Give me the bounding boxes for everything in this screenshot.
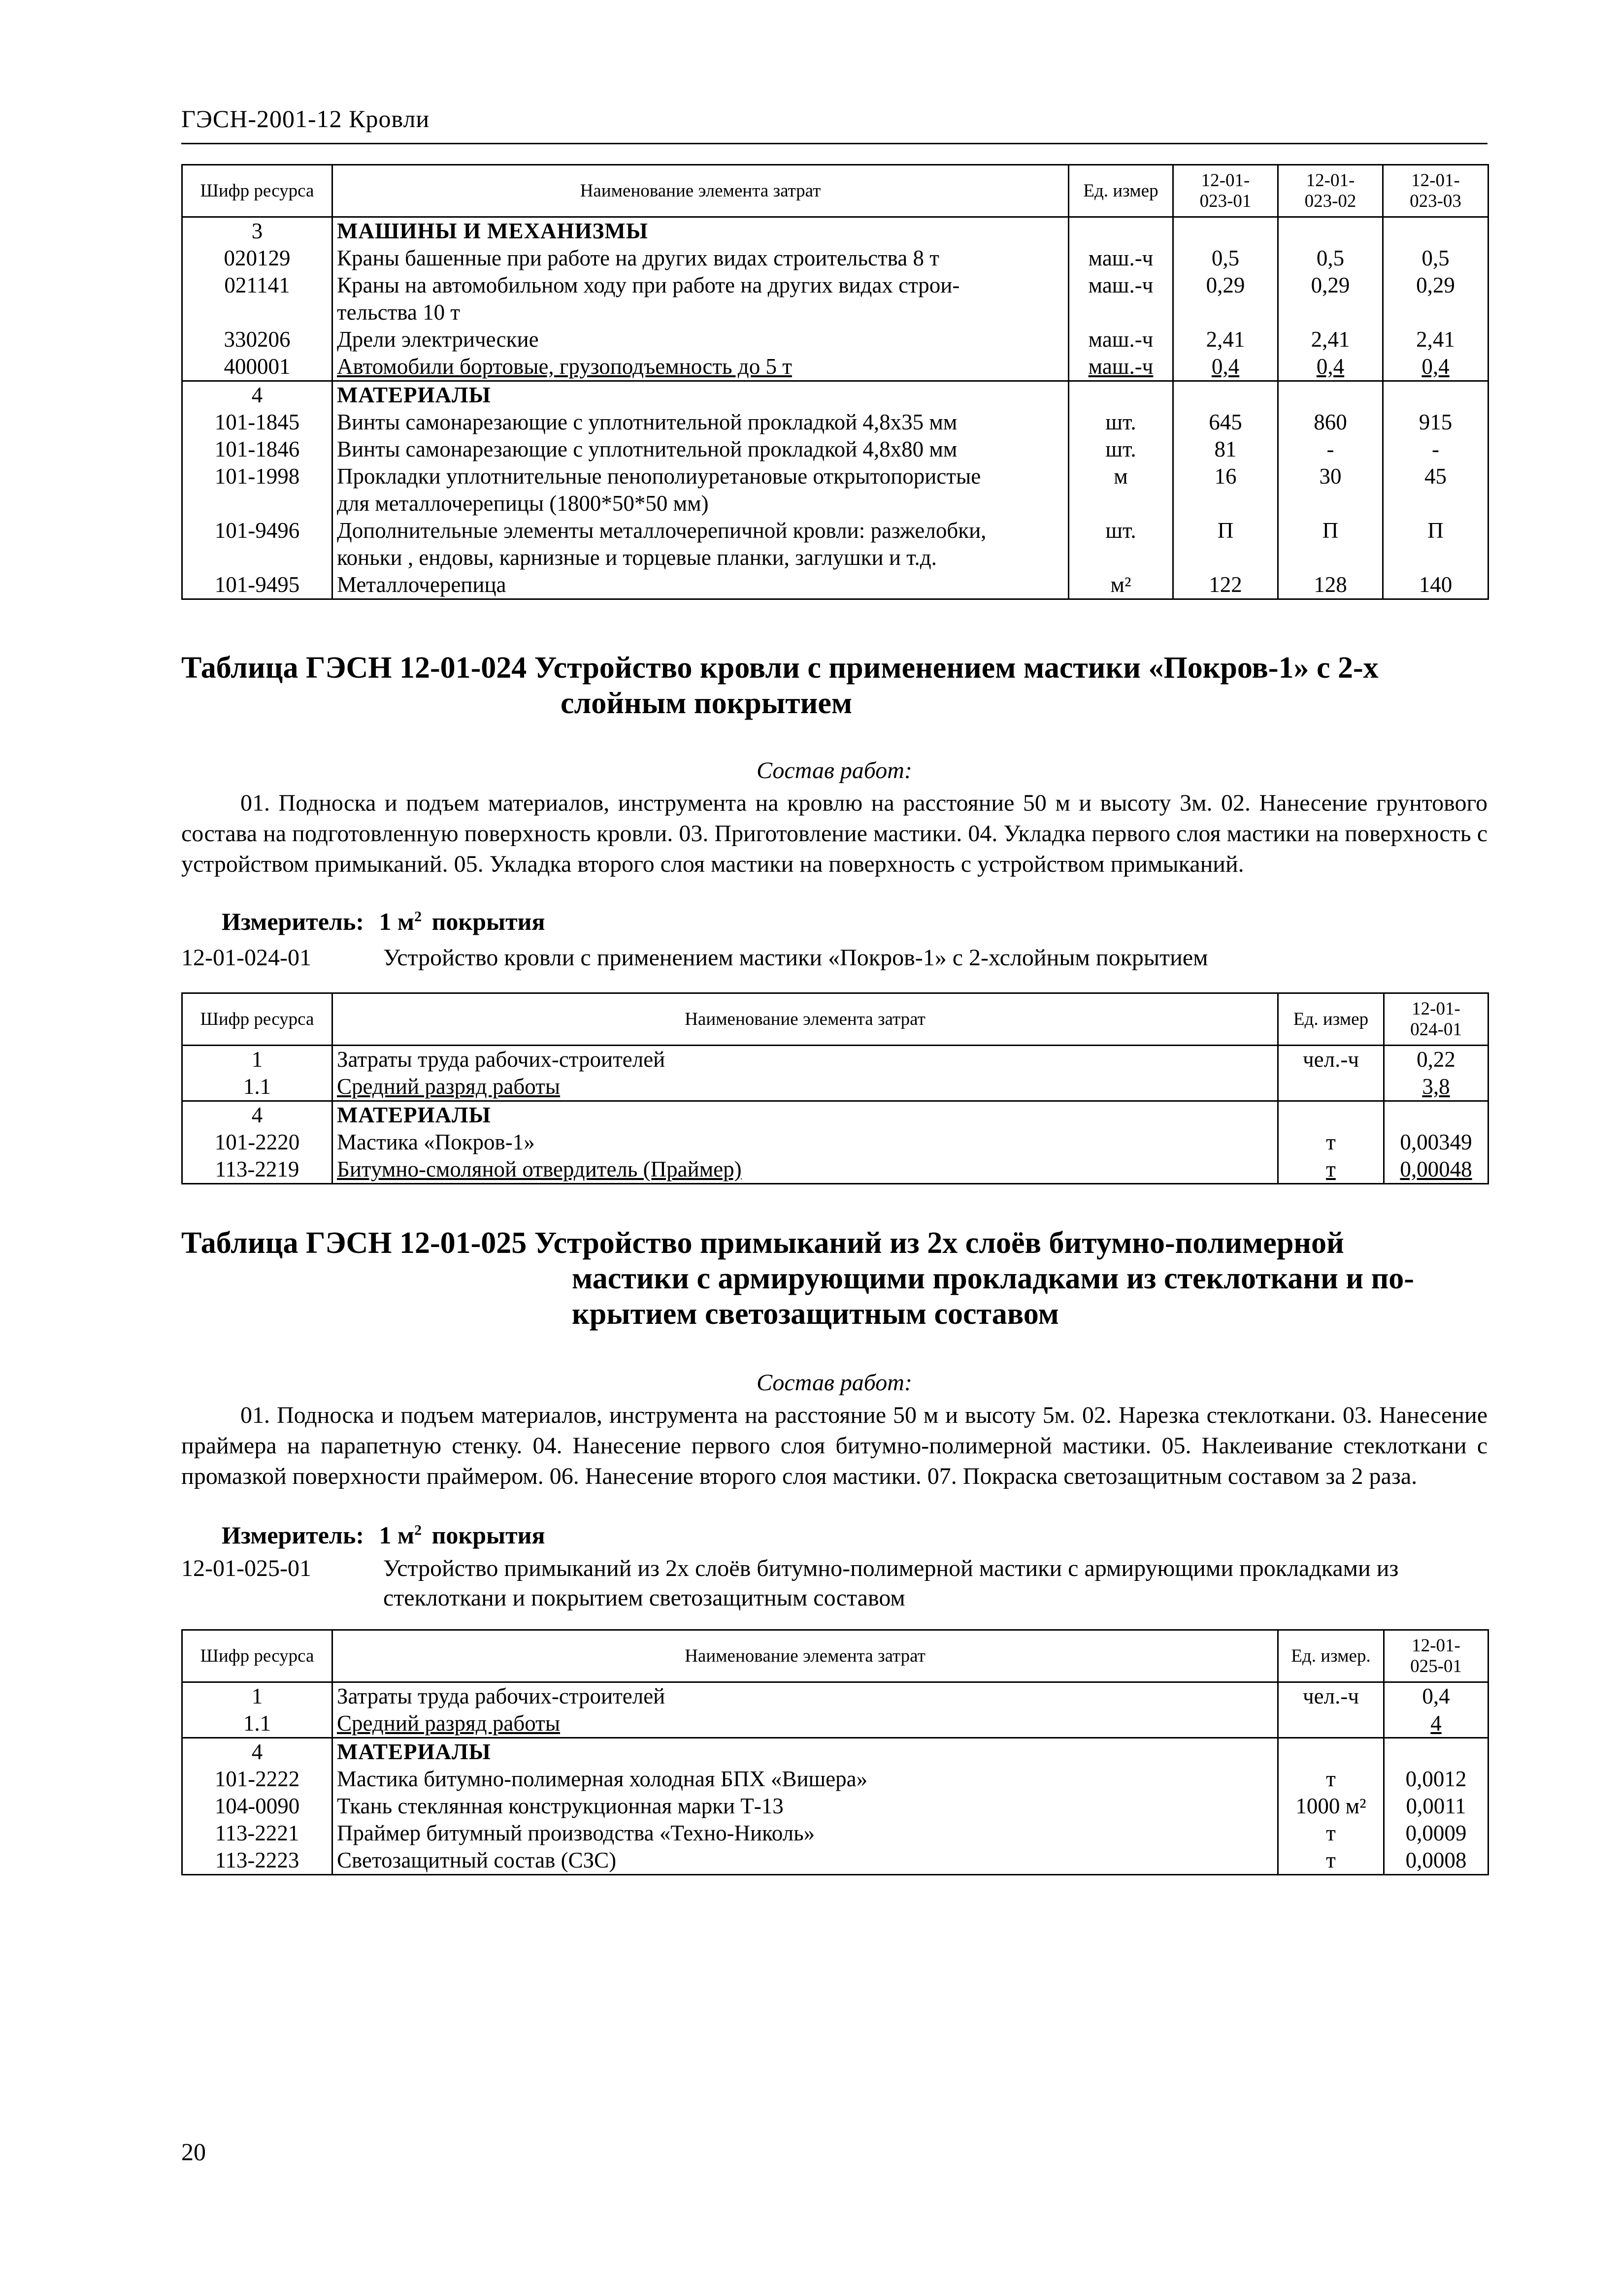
table-row (182, 1738, 1488, 1766)
header-resource-code: Шифр ресурса (182, 993, 332, 1046)
element-name: Винты самонарезающие с уплотнительной прокладкой 4,8х80 мм (332, 436, 1069, 463)
table-024 (181, 992, 1489, 1184)
unit (1278, 1101, 1384, 1129)
resource-code: 1.1 (182, 1073, 332, 1101)
table-row (182, 1073, 1488, 1101)
value: 0,0009 (1384, 1820, 1488, 1847)
table-row (182, 1820, 1488, 1847)
value: 0,00349 (1384, 1129, 1488, 1156)
resource-code: 021141 (182, 272, 332, 326)
table-row (182, 463, 1488, 517)
table-row (182, 436, 1488, 463)
table-row (182, 1101, 1488, 1129)
value: 81 (1173, 436, 1278, 463)
value: - (1278, 436, 1383, 463)
unit: 1000 м² (1278, 1793, 1384, 1820)
table-row (182, 1847, 1488, 1875)
element-name: Битумно-смоляной отвердитель (Праймер) (332, 1156, 1278, 1184)
meter (222, 907, 545, 936)
value (1173, 381, 1278, 409)
title-line: Таблица ГЭСН 12-01-024 Устройство кровли с применением мастики «Покров-1» с 2-х (181, 651, 1379, 685)
header-norm-023-02: 12-01- 023-02 (1278, 165, 1383, 217)
unit: м (1069, 463, 1173, 517)
header-norm-023-03: 12-01- 023-03 (1383, 165, 1488, 217)
meter-unit: покрытия (431, 908, 545, 935)
value (1278, 217, 1383, 245)
resource-code: 104-0090 (182, 1793, 332, 1820)
unit: шт. (1069, 409, 1173, 436)
value (1384, 1738, 1488, 1766)
resource-code: 020129 (182, 245, 332, 272)
element-name: Прокладки уплотнительные пенополиуретановые открытопористые для металлочерепицы (1800*50*50 мм) (332, 463, 1069, 517)
value: П (1383, 517, 1488, 571)
resource-code: 101-2220 (182, 1129, 332, 1156)
value: - (1383, 436, 1488, 463)
unit: т (1278, 1847, 1384, 1875)
element-name: Мастика битумно-полимерная холодная БПХ «Вишера» (332, 1766, 1278, 1793)
value: 0,0012 (1384, 1766, 1488, 1793)
resource-code: 400001 (182, 353, 332, 381)
header-resource-code: Шифр ресурса (182, 1630, 332, 1682)
value: 128 (1278, 571, 1383, 599)
resource-code: 1.1 (182, 1710, 332, 1738)
table-row (182, 217, 1488, 245)
value: 645 (1173, 409, 1278, 436)
resource-code: 1 (182, 1046, 332, 1074)
header-unit: Ед. измер (1278, 993, 1384, 1046)
element-name: Ткань стеклянная конструкционная марки Т-13 (332, 1793, 1278, 1820)
element-name: Автомобили бортовые, грузоподъемность до 5 т (332, 353, 1069, 381)
unit (1278, 1073, 1384, 1101)
unit: т (1278, 1129, 1384, 1156)
norm-item (181, 943, 1488, 973)
unit: чел.-ч (1278, 1046, 1384, 1074)
page-number: 20 (181, 2138, 206, 2165)
norm-item-code: 12-01-025-01 (181, 1555, 311, 1581)
value: 0,29 (1278, 272, 1383, 326)
section-name: МАТЕРИАЛЫ (332, 1101, 1278, 1129)
element-name: Затраты труда рабочих-строителей (332, 1682, 1278, 1710)
value: 122 (1173, 571, 1278, 599)
table-row (182, 272, 1488, 326)
table-row (182, 245, 1488, 272)
value: 2,41 (1278, 326, 1383, 353)
resource-code: 113-2221 (182, 1820, 332, 1847)
table-row (182, 1710, 1488, 1738)
value (1384, 1101, 1488, 1129)
unit: маш.-ч (1069, 245, 1173, 272)
resource-code: 101-1845 (182, 409, 332, 436)
resource-code: 3 (182, 217, 332, 245)
resource-code: 113-2219 (182, 1156, 332, 1184)
value: 0,5 (1383, 245, 1488, 272)
value: 0,0008 (1384, 1847, 1488, 1875)
work-composition-text: 01. Подноска и подъем материалов, инструмента на кровлю на расстояние 50 м и высоту 3м. 02. Нанесение грунтового состава на подготовленную поверхность кровли. 03. Приготовление мастики. 04. Укладка первого слоя мастики на поверхность с устройством примыканий. 05. Укладка второго слоя мастики на поверхность с устройством примыканий. (181, 790, 1488, 877)
value: 140 (1383, 571, 1488, 599)
unit: т (1278, 1820, 1384, 1847)
norm-item-text: Устройство кровли с применением мастики «Покров-1» с 2-хслойным покрытием (383, 945, 1208, 971)
unit: т (1278, 1766, 1384, 1793)
meter-label: Измеритель: (222, 908, 364, 935)
resource-code: 330206 (182, 326, 332, 353)
value: 30 (1278, 463, 1383, 517)
table-024-title (181, 650, 1488, 721)
table-025 (181, 1629, 1489, 1875)
work-composition-heading: Состав работ: (757, 1370, 912, 1396)
value: 2,41 (1383, 326, 1488, 353)
value: П (1173, 517, 1278, 571)
value: 3,8 (1384, 1073, 1488, 1101)
table-row (182, 1793, 1488, 1820)
header-rule (181, 143, 1488, 144)
resource-code: 4 (182, 1738, 332, 1766)
unit: маш.-ч (1069, 272, 1173, 326)
meter-sup: 2 (414, 1522, 422, 1539)
element-name: Средний разряд работы (332, 1073, 1278, 1101)
value: 915 (1383, 409, 1488, 436)
table-row (182, 326, 1488, 353)
value: 0,4 (1384, 1682, 1488, 1710)
header-norm-023-01: 12-01- 023-01 (1173, 165, 1278, 217)
meter-sup: 2 (414, 908, 422, 925)
resource-code: 101-9495 (182, 571, 332, 599)
norm-item-code: 12-01-024-01 (181, 945, 311, 971)
unit: маш.-ч (1069, 326, 1173, 353)
section-name: МАТЕРИАЛЫ (332, 381, 1069, 409)
table-row (182, 1682, 1488, 1710)
unit: т (1278, 1156, 1384, 1184)
table-023 (181, 164, 1489, 600)
element-name: Металлочерепица (332, 571, 1069, 599)
value: 0,00048 (1384, 1156, 1488, 1184)
unit: маш.-ч (1069, 353, 1173, 381)
resource-code: 4 (182, 1101, 332, 1129)
norm-item-text: Устройство примыканий из 2х слоёв битумно-полимерной мастики с армирующими прокладками из стеклоткани и покрытием светозащитным составом (383, 1555, 1399, 1611)
running-head: ГЭСН-2001-12 Кровли (181, 105, 430, 132)
value: 0,5 (1173, 245, 1278, 272)
header-unit: Ед. измер (1069, 165, 1173, 217)
table-row (182, 517, 1488, 571)
element-name: Праймер битумный производства «Техно-Николь» (332, 1820, 1278, 1847)
element-name: Средний разряд работы (332, 1710, 1278, 1738)
header-element-name: Наименование элемента затрат (332, 993, 1278, 1046)
value (1173, 217, 1278, 245)
meter-value: 1 м (379, 1521, 415, 1549)
header-unit: Ед. измер. (1278, 1630, 1384, 1682)
value: 45 (1383, 463, 1488, 517)
element-name: Краны на автомобильном ходу при работе на других видах строи- тельства 10 т (332, 272, 1069, 326)
header-resource-code: Шифр ресурса (182, 165, 332, 217)
element-name: Затраты труда рабочих-строителей (332, 1046, 1278, 1074)
meter-unit: покрытия (431, 1521, 545, 1549)
element-name: Светозащитный состав (СЗС) (332, 1847, 1278, 1875)
element-name: Дрели электрические (332, 326, 1069, 353)
unit: чел.-ч (1278, 1682, 1384, 1710)
table-row (182, 409, 1488, 436)
title-line: слойным покрытием (561, 687, 853, 720)
unit: м² (1069, 571, 1173, 599)
header-element-name: Наименование элемента затрат (332, 1630, 1278, 1682)
value: 0,4 (1173, 353, 1278, 381)
title-line: крытием светозащитным составом (572, 1297, 1059, 1331)
table-row (182, 1046, 1488, 1074)
work-composition-heading: Состав работ: (757, 757, 912, 784)
norm-item (181, 1554, 1488, 1613)
resource-code: 101-2222 (182, 1766, 332, 1793)
element-name: Мастика «Покров-1» (332, 1129, 1278, 1156)
value: 0,29 (1173, 272, 1278, 326)
table-row (182, 353, 1488, 381)
value (1383, 217, 1488, 245)
value: 860 (1278, 409, 1383, 436)
unit (1278, 1710, 1384, 1738)
table-row (182, 571, 1488, 599)
unit: шт. (1069, 436, 1173, 463)
resource-code: 101-1846 (182, 436, 332, 463)
section-name: МАШИНЫ И МЕХАНИЗМЫ (332, 217, 1069, 245)
value: 0,5 (1278, 245, 1383, 272)
resource-code: 4 (182, 381, 332, 409)
header-element-name: Наименование элемента затрат (332, 165, 1069, 217)
value: 0,4 (1278, 353, 1383, 381)
value: П (1278, 517, 1383, 571)
title-line: мастики с армирующими прокладками из стеклоткани и по- (572, 1262, 1414, 1295)
unit (1069, 217, 1173, 245)
header-norm-024-01: 12-01- 024-01 (1384, 993, 1488, 1046)
resource-code: 101-9496 (182, 517, 332, 571)
value (1278, 381, 1383, 409)
value: 4 (1384, 1710, 1488, 1738)
value (1383, 381, 1488, 409)
resource-code: 101-1998 (182, 463, 332, 517)
table-row (182, 1156, 1488, 1184)
table-row (182, 381, 1488, 409)
unit: шт. (1069, 517, 1173, 571)
value: 0,22 (1384, 1046, 1488, 1074)
value: 2,41 (1173, 326, 1278, 353)
unit (1069, 381, 1173, 409)
resource-code: 113-2223 (182, 1847, 332, 1875)
resource-code: 1 (182, 1682, 332, 1710)
table-025-title (181, 1225, 1488, 1332)
meter-label: Измеритель: (222, 1521, 364, 1549)
section-name: МАТЕРИАЛЫ (332, 1738, 1278, 1766)
table-row (182, 1766, 1488, 1793)
unit (1278, 1738, 1384, 1766)
value: 0,4 (1383, 353, 1488, 381)
meter-value: 1 м (379, 908, 415, 935)
header-norm-025-01: 12-01- 025-01 (1384, 1630, 1488, 1682)
meter (222, 1521, 545, 1549)
element-name: Краны башенные при работе на других видах строительства 8 т (332, 245, 1069, 272)
work-composition-text: 01. Подноска и подъем материалов, инструмента на расстояние 50 м и высоту 5м. 02. Нарезка стеклоткани. 03. Нанесение праймера на парапетную стенку. 04. Нанесение первого слоя битумно-полимерной мастики. 05. Наклеивание стеклоткани с промазкой поверхности праймером. 06. Нанесение второго слоя мастики. 07. Покраска светозащитным составом за 2 раза. (181, 1402, 1488, 1489)
element-name: Винты самонарезающие с уплотнительной прокладкой 4,8х35 мм (332, 409, 1069, 436)
title-line: Таблица ГЭСН 12-01-025 Устройство примыканий из 2х слоёв битумно-полимерной (181, 1226, 1344, 1260)
element-name: Дополнительные элементы металлочерепичной кровли: разжелобки, коньки , ендовы, карнизные и торцевые планки, заглушки и т.д. (332, 517, 1069, 571)
table-row (182, 1129, 1488, 1156)
value: 0,0011 (1384, 1793, 1488, 1820)
value: 0,29 (1383, 272, 1488, 326)
value: 16 (1173, 463, 1278, 517)
